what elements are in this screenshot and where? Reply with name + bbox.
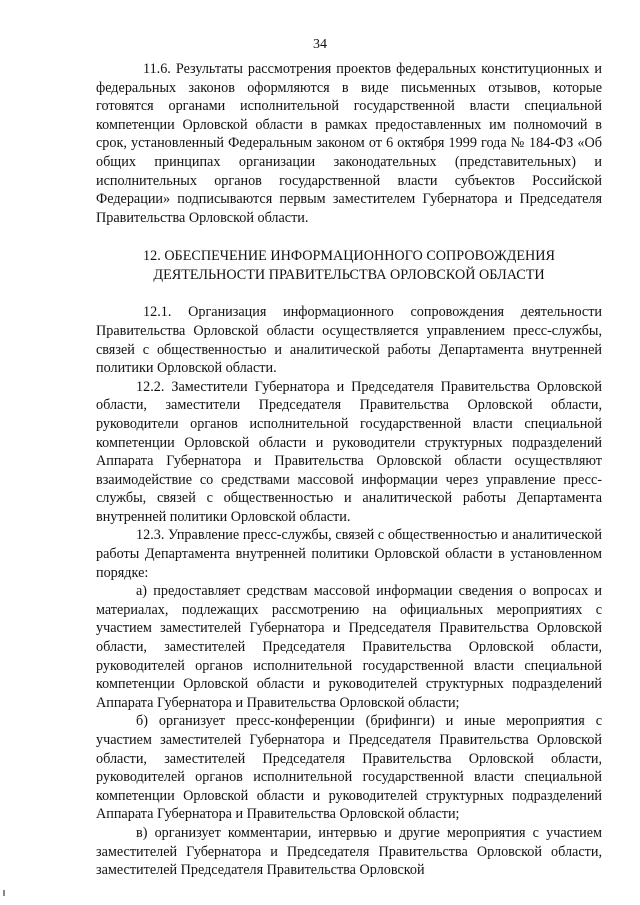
- list-item-b: б) организует пресс-конференции (брифинги) и иные мероприятия с участием заместителей Губернатора и Председателя Правительства Орловской области, заместителей Председателя Правительства Орловской области, руководителей органов исполнительной государственной власти специальной компетенции Орловской области и руководителей структурных подразделений Аппарата Губернатора и Правительства Орловской области;: [96, 713, 602, 823]
- scan-margin-mark: [3, 890, 5, 896]
- paragraph-12-3: 12.3. Управление пресс-службы, связей с общественностью и аналитической работы Департамента внутренней политики Орловской области в установленном порядке:: [96, 527, 602, 581]
- page-number: 34: [313, 37, 327, 52]
- section-heading-line-2: ДЕЯТЕЛЬНОСТИ ПРАВИТЕЛЬСТВА ОРЛОВСКОЙ ОБЛАСТИ: [153, 267, 545, 284]
- paragraph-12-1: 12.1. Организация информационного сопровождения деятельности Правительства Орловской области осуществляется управлением пресс-службы, связей с общественностью и аналитической работы Департамента внутренней политики Орловской области.: [96, 304, 602, 377]
- section-heading: [96, 247, 602, 285]
- paragraph-11-6: 11.6. Результаты рассмотрения проектов федеральных конституционных и федеральных законов оформляются в виде письменных отзывов, которые готовятся органами исполнительной государственной власти специальной компетенции Орловской области в рамках предоставленных им полномочий в срок, установленный Федеральным законом от 6 октября 1999 года № 184-ФЗ «Об общих принципах организации законодательных (представительных) и исполнительных органов государственной власти субъектов Российской Федерации» подписываются первым заместителем Губернатора и Председателя Правительства Орловской области.: [96, 61, 602, 226]
- paragraph-12-2: 12.2. Заместители Губернатора и Председателя Правительства Орловской области, заместители Председателя Правительства Орловской области, руководители органов исполнительной государственной власти специальной компетенции Орловской области и руководители структурных подразделений Аппарата Губернатора и Правительства Орловской области осуществляют взаимодействие со средствами массовой информации через управление пресс-службы, связей с общественностью и аналитической работы Департамента внутренней политики Орловской области.: [96, 378, 602, 525]
- list-item-c: в) организует комментарии, интервью и другие мероприятия с участием заместителей Губернатора и Председателя Правительства Орловской области, заместителей Председателя Правительства Орловской: [96, 824, 602, 879]
- document-body: [96, 60, 602, 880]
- section-heading-line-1: 12. ОБЕСПЕЧЕНИЕ ИНФОРМАЦИОННОГО СОПРОВОЖДЕНИЯ: [143, 248, 555, 265]
- list-item-a: а) предоставляет средствам массовой информации сведения о вопросах и материалах, подлежащих рассмотрению на официальных мероприятиях с участием заместителей Губернатора и Председателя Правительства Орловской области, заместителей Председателя Правительства Орловской области, руководителей органов исполнительной государственной власти специальной компетенции Орловской области и руководителей структурных подразделений Аппарата Губернатора и Правительства Орловской области;: [96, 583, 602, 711]
